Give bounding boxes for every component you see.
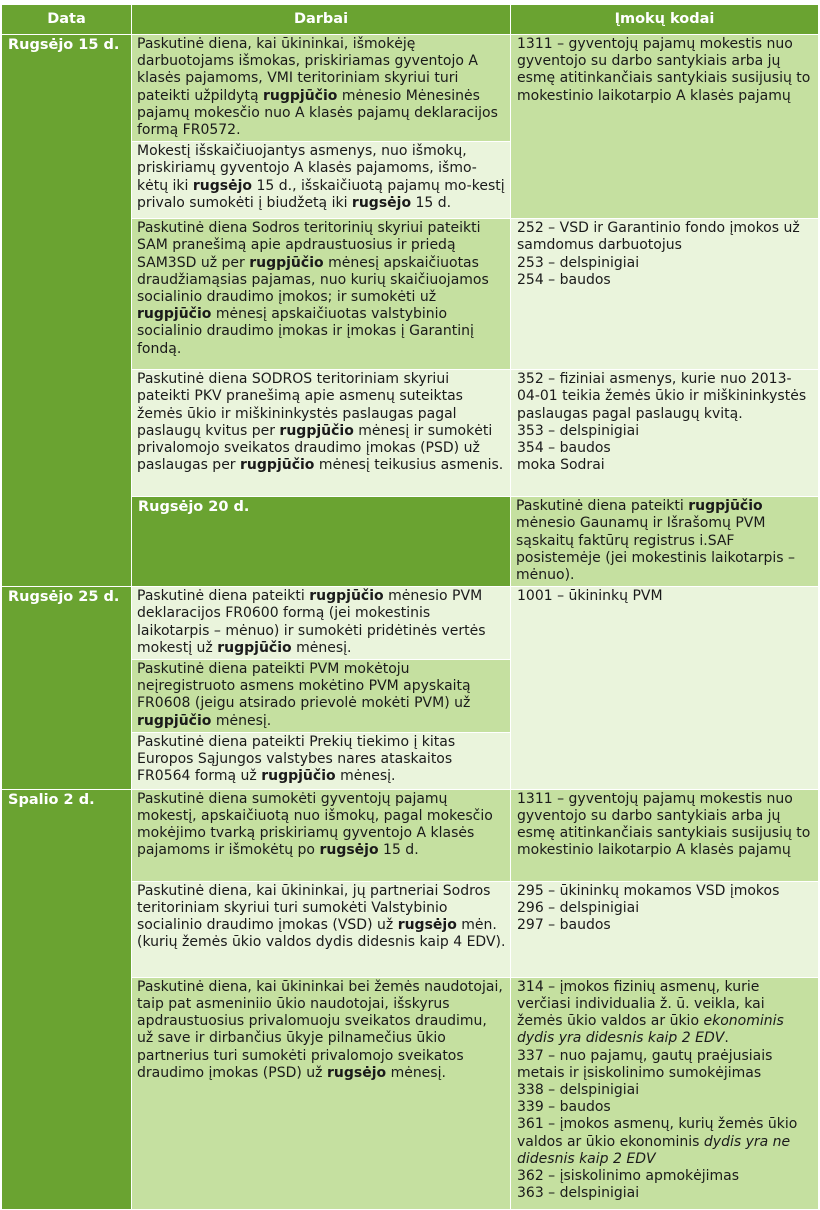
header-codes: Įmokų kodai xyxy=(511,5,819,35)
header-row xyxy=(2,5,819,35)
work-cell: Paskutinė diena pateikti PVM mokėtoju neįregistruoto asmens mokėtino PVM apyskaitą FR0608 (jeigu atsirado prievolė mokėti PVM) už rugpjūčio mėnesį. xyxy=(132,660,511,733)
table-row xyxy=(2,587,819,660)
work-cell: Mokestį išskaičiuojantys asmenys, nuo išmokų, priskiriamų gyventojo A klasės pajamoms, išmo-kėtų iki rugsėjo 15 d., išskaičiuotą pajamų mo-kestį privalo sumokėti į biudžetą iki rugsėjo 15 d. xyxy=(132,142,511,219)
work-cell: Paskutinė diena SODROS teritoriniam skyriui pateikti PKV pranešimą apie asmenų suteiktas žemės ūkio ir miškininkystės paslaugas pagal paslaugų kvitus per rugpjūčio mėnesį ir sumokėti privalomojo sveikatos draudimo įmokas (PSD) už paslaugas per rugpjūčio mėnesį teikusius asmenis. xyxy=(132,370,511,497)
codes-cell: 295 – ūkininkų mokamos VSD įmokos 296 – delspinigiai 297 – baudos xyxy=(511,881,819,977)
tax-calendar-table xyxy=(1,4,819,1210)
codes-cell: 352 – fiziniai asmenys, kurie nuo 2013-04-01 teikia žemės ūkio ir miškininkystės paslaugas pagal paslaugų kvitą. 353 – delspinigiai 354 – baudos moka Sodrai xyxy=(511,370,819,497)
date-cell: Rugsėjo 25 d. xyxy=(2,587,132,790)
date-cell: Spalio 2 d. xyxy=(2,789,132,1209)
work-cell: Paskutinė diena, kai ūkininkai bei žemės naudotojai, taip pat asmeniniio ūkio naudotojai, išskyrus apdraustuosius privalomuoju sveikatos draudimu, už save ir dirbančius ūkyje pilnamečius ūkio partnerius turi sumokėti privalomojo sveikatos draudimo įmokas (PSD) už rugsėjo mėnesį. xyxy=(132,977,511,1209)
work-cell: Paskutinė diena, kai ūkininkai, išmokėję darbuotojams išmokas, priskiriamas gyventojo A klasės pajamoms, VMI teritoriniam skyriui turi pateikti užpildytą rugpjūčio mėnesio Mėnesinės pajamų mokesčio nuo A klasės pajamų deklaracijos formą FR0572. xyxy=(132,35,511,142)
work-cell: Paskutinė diena pateikti rugpjūčio mėnesio PVM deklaracijos FR0600 formą (jei mokestinis laikotarpis – mėnuo) ir sumokėti pridėtinės vertės mokestį už rugpjūčio mėnesį. xyxy=(132,587,511,660)
header-works: Darbai xyxy=(132,5,511,35)
work-cell: Paskutinė diena pateikti Prekių tiekimo į kitas Europos Sąjungos valstybes nares ataskaitos FR0564 formą už rugpjūčio mėnesį. xyxy=(132,732,511,789)
date-cell: Rugsėjo 20 d. xyxy=(132,497,511,587)
codes-cell: 252 – VSD ir Garantinio fondo įmokos už samdomus darbuotojus 253 – delspinigiai 254 – baudos xyxy=(511,219,819,370)
header-date: Data xyxy=(2,5,132,35)
table-row xyxy=(2,789,819,881)
date-cell: Rugsėjo 15 d. xyxy=(2,35,132,587)
work-cell: Paskutinė diena Sodros teritorinių skyriui pateikti SAM pranešimą apie apdraustuosius ir priedą SAM3SD už per rugpjūčio mėnesį apskaičiuotas draudžiamąsias pajamas, nuo kurių skaičiuojamos socialinio draudimo įmokos; ir sumokėti už rugpjūčio mėnesį apskaičiuotas valstybinio socialinio draudimo įmokas ir įmokas į Garantinį fondą. xyxy=(132,219,511,370)
codes-cell: 1311 – gyventojų pajamų mokestis nuo gyventojo su darbo santykiais arba jų esmę atitinkančiais santykiais susijusių to mokestinio laikotarpio A klasės pajamų xyxy=(511,789,819,881)
codes-cell: 314 – įmokos fizinių asmenų, kurie verčiasi individualia ž. ū. veikla, kai žemės ūkio valdos ar ūkio ekonominis dydis yra didesnis kaip 2 EDV. 337 – nuo pajamų, gautų praėjusiais metais ir įsiskolinimo sumokėjimas 338 – delspinigiai 339 – baudos 361 – įmokos asmenų, kurių žemės ūkio valdos ar ūkio ekonominis dydis yra ne didesnis kaip 2 EDV 362 – įsiskolinimo apmokėjimas 363 – delspinigiai xyxy=(511,977,819,1209)
codes-cell: 1001 – ūkininkų PVM xyxy=(511,587,819,790)
table-row xyxy=(2,35,819,142)
work-cell: Paskutinė diena, kai ūkininkai, jų partneriai Sodros teritoriniam skyriui turi sumokėti Valstybinio socialinio draudimo įmokas (VSD) už rugsėjo mėn. (kurių žemės ūkio valdos dydis didesnis kaip 4 EDV). xyxy=(132,881,511,977)
codes-cell: 1311 – gyventojų pajamų mokestis nuo gyventojo su darbo santykiais arba jų esmę atitinkančiais santykiais susijusių to mokestinio laikotarpio A klasės pajamų xyxy=(511,35,819,219)
work-cell: Paskutinė diena pateikti rugpjūčio mėnesio Gaunamų ir Išrašomų PVM sąskaitų faktūrų registrus i.SAF posistemėje (jei mokestinis laikotarpis – mėnuo). xyxy=(511,497,819,587)
work-cell: Paskutinė diena sumokėti gyventojų pajamų mokestį, apskaičiuotą nuo išmokų, pagal mokesčio mokėjimo tvarką priskiriamų gyventojo A klasės pajamoms ir išmokėtų po rugsėjo 15 d. xyxy=(132,789,511,881)
